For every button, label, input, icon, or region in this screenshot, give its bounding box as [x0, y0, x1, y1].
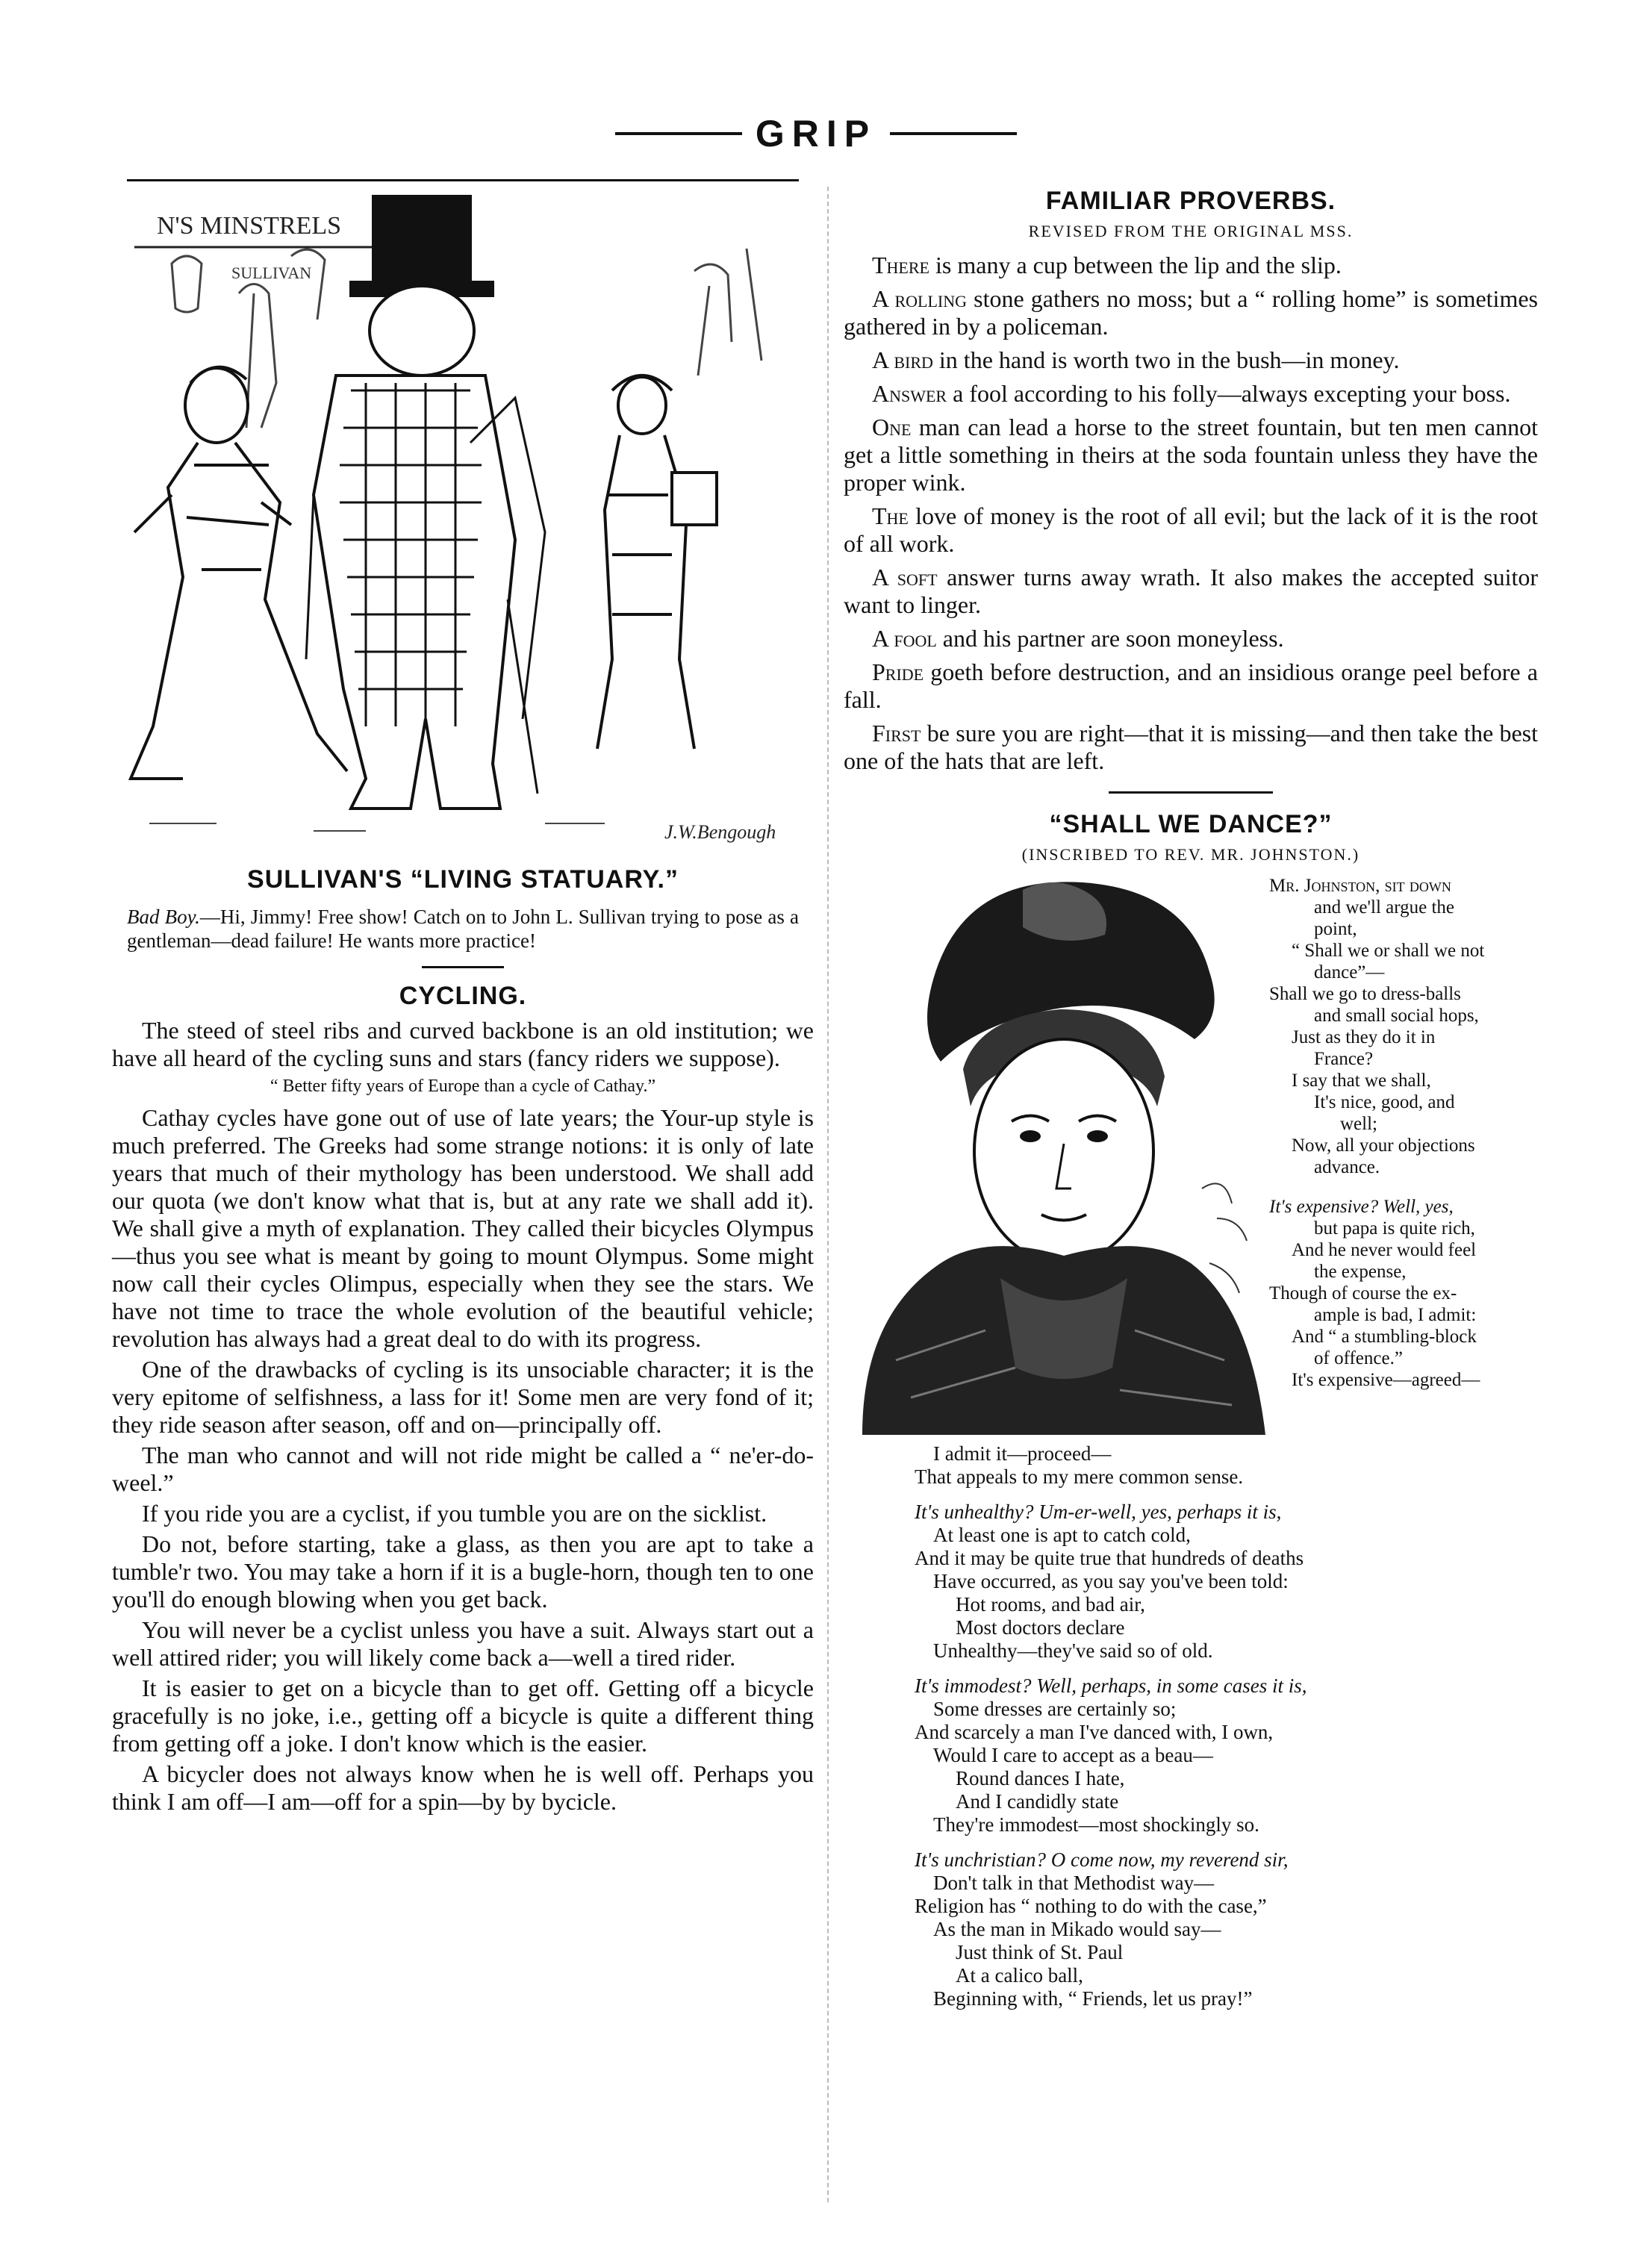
proverb-item	[844, 658, 1538, 714]
poem-line: I admit it—proceed—	[933, 1442, 1112, 1465]
proverb-text: stone gathers no moss; but a “ rolling home” is sometimes gathered in by a policeman.	[844, 285, 1538, 340]
dance-subtitle: (INSCRIBED TO REV. MR. JOHNSTON.)	[1021, 845, 1360, 864]
proverb-item	[844, 625, 1538, 652]
proverb-item	[844, 346, 1538, 374]
proverb-item	[844, 502, 1538, 558]
proverbs-title: FAMILIAR PROVERBS.	[1045, 187, 1336, 215]
cycling-paragraph: The steed of steel ribs and curved backbone is an old institution; we have all heard of the cycling suns and stars (fancy riders we suppose).	[112, 1017, 814, 1071]
poem-line: Just as they do it in	[1292, 1027, 1436, 1047]
proverb-lead: Pride	[872, 658, 924, 685]
poem-line: And “ a stumbling-block	[1292, 1327, 1477, 1347]
poem-stanza-5	[844, 1848, 1538, 2010]
proverb-item	[844, 285, 1538, 340]
cycling-paragraph: The man who cannot and will not ride might be called a “ ne'er-do-weel.”	[112, 1442, 814, 1496]
poem-line: And it may be quite true that hundreds of deaths	[915, 1547, 1304, 1569]
section-rule	[422, 966, 504, 968]
masthead	[0, 112, 1632, 164]
cycling-paragraph: Do not, before starting, take a glass, as then you are apt to take a tumble'r two. You may take a horn if it is a bugle-horn, though ten to one you'll do enough blowing when you get back.	[112, 1530, 814, 1613]
proverb-text: answer turns away wrath. It also makes the accepted suitor want to linger.	[844, 564, 1539, 618]
cycling-paragraph: It is easier to get on a bicycle than to get off. Getting off a bicycle gracefully is no joke, i.e., getting off a bicycle is quite a different thing from getting off a joke. I don't know which is the easier.	[112, 1674, 814, 1757]
poem-line: It's unchristian? O come now, my reverend sir,	[915, 1848, 1289, 1871]
poem-line: And I candidly state	[956, 1790, 1119, 1813]
poem-line: Religion has “ nothing to do with the case,”	[915, 1895, 1267, 1917]
cartoon-caption-text: —Hi, Jimmy! Free show! Catch on to John L. Sullivan trying to pose as a gentleman—dead failure! He wants more practice!	[127, 906, 799, 952]
poem-line: And he never would feel	[1292, 1240, 1477, 1260]
cycling-paragraph: If you ride you are a cyclist, if you tumble you are on the sicklist.	[142, 1500, 767, 1527]
dance-title: “SHALL WE DANCE?”	[1049, 810, 1333, 838]
proverb-item	[844, 380, 1538, 408]
poem-line: Shall we go to dress-balls	[1269, 984, 1461, 1004]
poem-line: Don't talk in that Methodist way—	[933, 1872, 1215, 1894]
poem-continued	[844, 1442, 1538, 2022]
cycling-article	[112, 1017, 814, 1816]
proverb-lead: The	[872, 502, 909, 529]
proverb-lead: There	[872, 252, 929, 278]
minstrels-sign-text: N'S MINSTRELS	[157, 212, 341, 240]
proverb-lead: One	[872, 414, 912, 440]
masthead-rule-left	[615, 132, 742, 135]
poem-line: I say that we shall,	[1292, 1071, 1431, 1091]
proverb-text: in the hand is worth two in the bush—in money.	[932, 346, 1400, 373]
poem-line: As the man in Mikado would say—	[933, 1918, 1221, 1940]
proverb-lead: A bird	[872, 346, 933, 373]
poem-line: Beginning with, “ Friends, let us pray!”	[933, 1987, 1253, 2010]
right-column	[844, 179, 1539, 2010]
proverbs-subtitle: REVISED FROM THE ORIGINAL MSS.	[1028, 222, 1354, 240]
proverb-text: goeth before destruction, and an insidious orange peel before a fall.	[844, 658, 1538, 713]
proverb-lead: A soft	[872, 564, 938, 591]
poem-stanza-4	[844, 1674, 1538, 1836]
poem-line: and small social hops,	[1314, 1006, 1479, 1026]
poem-line: Now, all your objections	[1292, 1135, 1475, 1156]
poster-text: SULLIVAN	[231, 264, 312, 282]
poem-line: dance”—	[1314, 962, 1385, 982]
poem-line: Would I care to accept as a beau—	[933, 1744, 1213, 1766]
poem-line: France?	[1314, 1049, 1374, 1069]
proverb-lead: Answer	[872, 380, 947, 407]
proverb-lead: A fool	[872, 625, 937, 652]
proverb-text: is many a cup between the lip and the slip.	[929, 252, 1342, 278]
proverb-lead: First	[872, 720, 921, 747]
cycling-paragraph: You will never be a cyclist unless you have a suit. Always start out a well attired rider; you will likely come back a—well a tired rider.	[112, 1616, 814, 1671]
poem-line: Most doctors declare	[956, 1616, 1125, 1639]
poem-line: ample is bad, I admit:	[1314, 1305, 1477, 1325]
proverb-text: and his partner are soon moneyless.	[936, 625, 1284, 652]
poem-line: Have occurred, as you say you've been told:	[933, 1570, 1289, 1592]
poem-line: Though of course the ex-	[1269, 1283, 1457, 1303]
artist-signature: J.W.Bengough	[664, 821, 776, 843]
cycling-quote: “ Better fifty years of Europe than a cycle of Cathay.”	[270, 1077, 656, 1096]
poem-line: It's expensive? Well, yes,	[1269, 1197, 1454, 1217]
proverb-text: love of money is the root of all evil; but the lack of it is the root of all work.	[844, 502, 1538, 557]
poem-line: Hot rooms, and bad air,	[956, 1593, 1145, 1616]
proverbs-list	[844, 252, 1538, 775]
sullivan-illustration	[127, 179, 799, 853]
woman-drawing	[851, 875, 1269, 1435]
poem-line: It's unhealthy? Um-er-well, yes, perhaps it is,	[915, 1501, 1282, 1523]
cycling-paragraph: One of the drawbacks of cycling is its unsociable character; it is the very epitome of selfishness, a lass for it! Some men are very fond of it; they ride season after season, off and on—principally off.	[112, 1356, 814, 1438]
poem-line: That appeals to my mere common sense.	[915, 1465, 1244, 1488]
proverb-text: be sure you are right—that it is missing—and then take the best one of the hats that are left.	[844, 720, 1538, 774]
poem-line: Unhealthy—they've said so of old.	[933, 1639, 1213, 1662]
poem-stanza-3	[844, 1501, 1538, 1663]
poem-stanza-1	[1269, 875, 1538, 1391]
cartoon-speaker: Bad Boy.	[127, 906, 200, 928]
poem-line: It's expensive—agreed—	[1292, 1370, 1480, 1390]
poem-line: And scarcely a man I've danced with, I own,	[915, 1721, 1274, 1743]
cartoon-caption	[127, 905, 799, 953]
left-column	[112, 179, 814, 1819]
poem-line: well;	[1340, 1114, 1377, 1134]
poem-line: It's nice, good, and	[1314, 1092, 1455, 1112]
column-divider	[827, 187, 829, 2202]
poem-line: of offence.”	[1314, 1348, 1403, 1368]
poem-line: but papa is quite rich,	[1314, 1218, 1475, 1239]
poem-line: point,	[1314, 919, 1357, 939]
poem-line: At a calico ball,	[956, 1964, 1083, 1987]
cycling-title: CYCLING.	[399, 982, 527, 1010]
proverb-item	[844, 414, 1538, 496]
proverb-text: a fool according to his folly—always excepting your boss.	[947, 380, 1511, 407]
section-rule	[1109, 791, 1273, 794]
poem-line: Just think of St. Paul	[956, 1941, 1124, 1963]
proverb-lead: A rolling	[872, 285, 967, 312]
masthead-title: GRIP	[755, 113, 877, 155]
proverb-text: man can lead a horse to the street fountain, but ten men cannot get a little something in theirs at the soda fountain unless they have the proper wink.	[844, 414, 1538, 496]
proverb-item	[844, 720, 1538, 775]
poem-stanza-2-end	[844, 1442, 1538, 1489]
poem-line: “ Shall we or shall we not	[1292, 941, 1485, 961]
poem-line: At least one is apt to catch cold,	[933, 1524, 1191, 1546]
cycling-paragraph: A bicycler does not always know when he is well off. Perhaps you think I am off—I am—off for a spin—by by bycicle.	[112, 1760, 814, 1815]
woman-portrait	[851, 875, 1269, 1435]
cartoon-title: SULLIVAN'S “LIVING STATUARY.”	[247, 865, 679, 894]
poem-line: They're immodest—most shockingly so.	[933, 1813, 1259, 1836]
poem-line: Mr. Johnston, sit down	[1269, 876, 1451, 896]
cycling-paragraph: Cathay cycles have gone out of use of late years; the Your-up style is much preferred. The Greeks had some strange notions: it is only of late years that much of their mythology has been understood. We shall add our quota (we don't know what that is, but at any rate we shall add it). We shall give a myth of explanation. They called their bicycles Olympus—thus you see what is meant by going to mount Olympus. Some might now call their cycles Olimpus, especially when they see the stars. We have not time to trace the whole evolution of the beautiful vehicle; revolution has always had a great deal to do with its progress.	[112, 1104, 814, 1352]
poem-line: Some dresses are certainly so;	[933, 1698, 1177, 1720]
masthead-rule-right	[890, 132, 1017, 135]
poem-line: advance.	[1314, 1157, 1380, 1177]
poem-line: and we'll argue the	[1314, 897, 1455, 918]
poem-line: It's immodest? Well, perhaps, in some cases it is,	[915, 1674, 1307, 1697]
poem-line: the expense,	[1314, 1262, 1407, 1282]
proverb-item	[844, 564, 1538, 619]
poem-line: Round dances I hate,	[956, 1767, 1125, 1789]
proverb-item	[844, 252, 1538, 279]
sullivan-drawing	[127, 181, 799, 853]
